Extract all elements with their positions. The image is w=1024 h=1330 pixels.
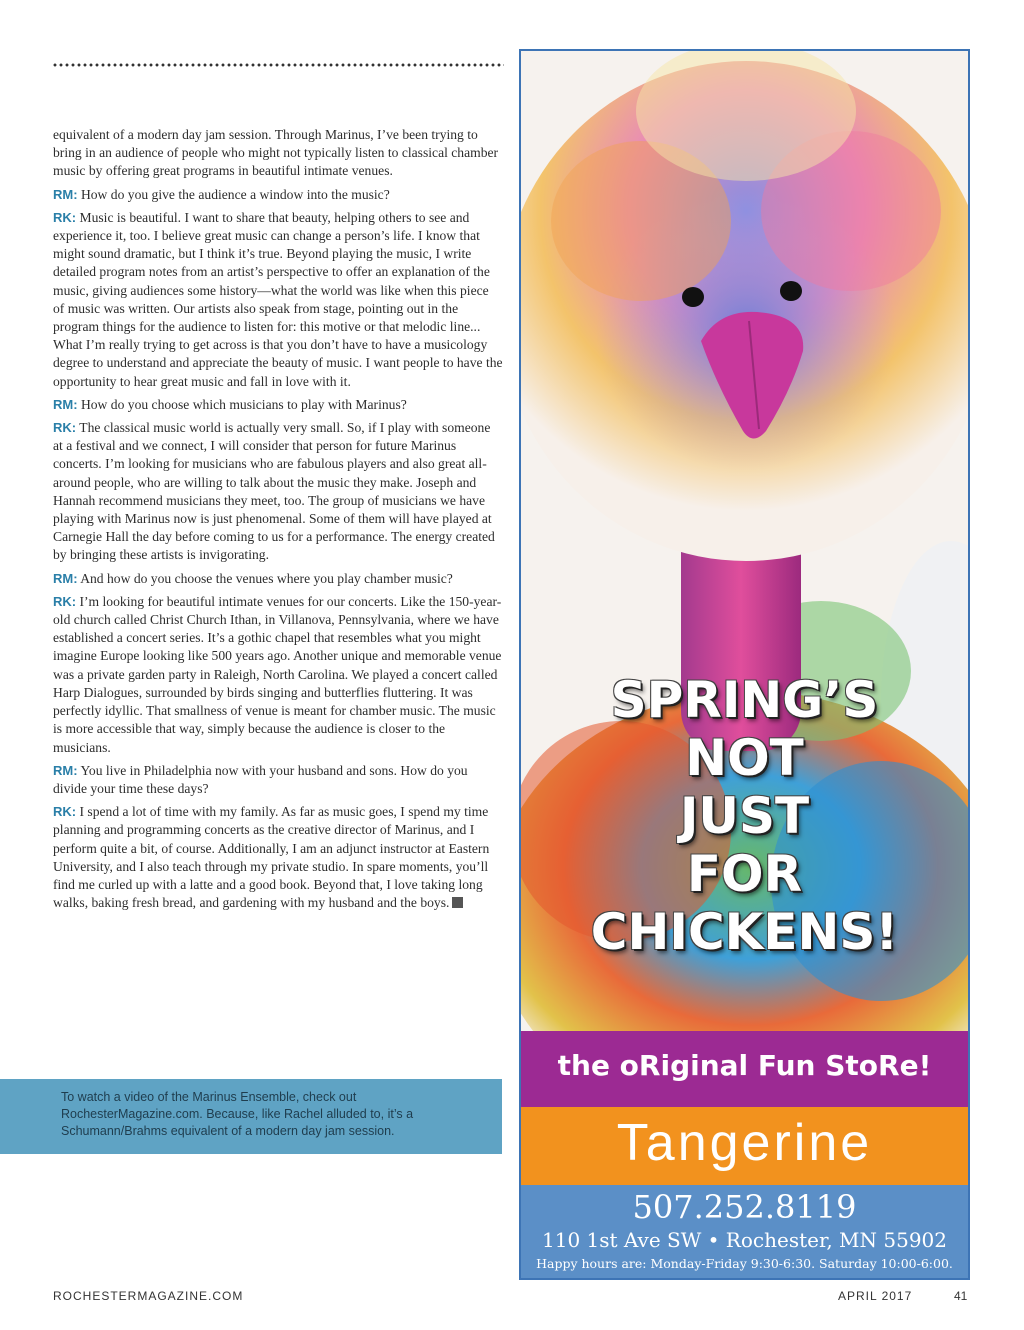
speaker-label: RM: [53,396,78,412]
headline-line: SPRING’S [610,671,879,729]
headline-line: JUST [679,787,810,845]
qa-paragraph [53,419,503,565]
qa-paragraph [53,593,503,757]
callout-text: To watch a video of the Marinus Ensemble, check out RochesterMagazine.com. Because, like Rachel alluded to, it’s a Schumann/Brahms equivalent of a modern day jam session. [61,1090,414,1138]
tagline-band [521,1031,968,1107]
speaker-label: RK: [53,593,77,609]
phone-number: 507.252.8119 [632,1188,857,1226]
qa-paragraph [53,186,503,204]
tangerine-logo: Tangerine [616,1114,873,1172]
speaker-label: RM: [53,570,78,586]
footer-date: APRIL 2017 [838,1289,913,1303]
ad-tagline: the oRiginal Fun StoRe! [557,1049,932,1082]
qa-text: I’m looking for beautiful intimate venues for our concerts. Like the 150-year-old church called Christ Church Ithan, in Villanova, Pennsylvania, where we have established a concert series. It’s a gothic chapel that resembles what you might imagine Europe looking like 500 years ago. Another unique and memorable venue was a private garden party in Raleigh, North Carolina. We played a concert called Harp Dialogues, surrounded by birds singing and butterflies fluttering. It was perfectly idyllic. That smallness of venue is meant for chamber music. The music is more accessible that way, simply because the audience is closer to the musicians. [53,593,502,755]
speaker-label: RM: [53,762,78,778]
qa-text: And how do you choose the venues where you play chamber music? [77,570,453,586]
footer-site: ROCHESTERMAGAZINE.COM [53,1289,244,1303]
video-callout [0,1079,502,1154]
end-mark-icon [452,897,463,908]
page-number: 41 [954,1289,968,1303]
qa-text: The classical music world is actually very small. So, if I play with someone at a festival and we connect, I will consider that person for future Marinus concerts. I’m looking for musicians who are fabulous players and also great all-around people, who are willing to talk about the music they make. Joseph and Hannah recommend musicians they meet, too. The group of musicians we have playing with Marinus now is just phenomenal. Some of them will have played at Carnegie Hall the day before coming to us for a performance. The energy created by bringing these artists is invigorating. [53,420,495,563]
qa-paragraph [53,762,503,798]
paragraph: equivalent of a modern day jam session. Through Marinus, I’ve been trying to bring in an audience of people who might not typically listen to classical chamber music by offering great programs in beautiful intimate venues. [53,127,499,179]
qa-text: How do you choose which musicians to play with Marinus? [77,396,407,412]
headline-line: FOR [686,845,803,903]
speaker-label: RK: [53,209,77,225]
qa-paragraph [53,803,503,912]
qa-paragraph [53,396,503,414]
contact-band [521,1185,968,1280]
headline-line: NOT [685,729,804,787]
qa-paragraph [53,209,503,391]
ad-headline [521,671,968,961]
qa-text: I spend a lot of time with my family. As far as music goes, I spend my time planning and programming concerts as the creative director of Marinus, and I perform quite a bit, of course. Additionally, I am an adjunct instructor at Eastern University, and I also teach through my private studio. In spare moments, you’ll find me curled up with a latte and a good book. Beyond that, I love taking long walks, baking fresh bread, and gardening with my husband and the boys. [53,804,490,911]
speaker-label: RK: [53,804,77,820]
tangerine-advertisement[interactable] [519,49,970,1280]
qa-text: You live in Philadelphia now with your husband and sons. How do you divide your time these days? [53,762,468,796]
qa-text: How do you give the audience a window into the music? [77,186,390,202]
store-address: 110 1st Ave SW • Rochester, MN 55902 [542,1228,947,1252]
speaker-label: RM: [53,186,78,202]
article-body [53,126,503,917]
headline-line: CHICKENS! [590,903,899,961]
qa-text: Music is beautiful. I want to share that beauty, helping others to see and experience it, too. I believe great music can change a person’s life. I know that might sound dramatic, but I think it’s true. Beyond playing the music, I write detailed program notes from an artist’s perspective to offer an explanation of the music, giving audiences some history—what the world was like when this piece of music was written. Our artists also speak from stage, pointing out in the program things for the audience to listen for: this motive or that melodic line... What I’m really trying to get across is that you don’t have to have a musicology degree to understand and appreciate the beauty of music. I want people to have the opportunity to hear great music and fall in love with it. [53,209,503,389]
dotted-rule [52,62,504,68]
qa-paragraph [53,570,503,588]
store-hours: Happy hours are: Monday-Friday 9:30-6:30. Saturday 10:00-6:00. [536,1256,953,1271]
speaker-label: RK: [53,420,77,436]
logo-band [521,1107,968,1185]
